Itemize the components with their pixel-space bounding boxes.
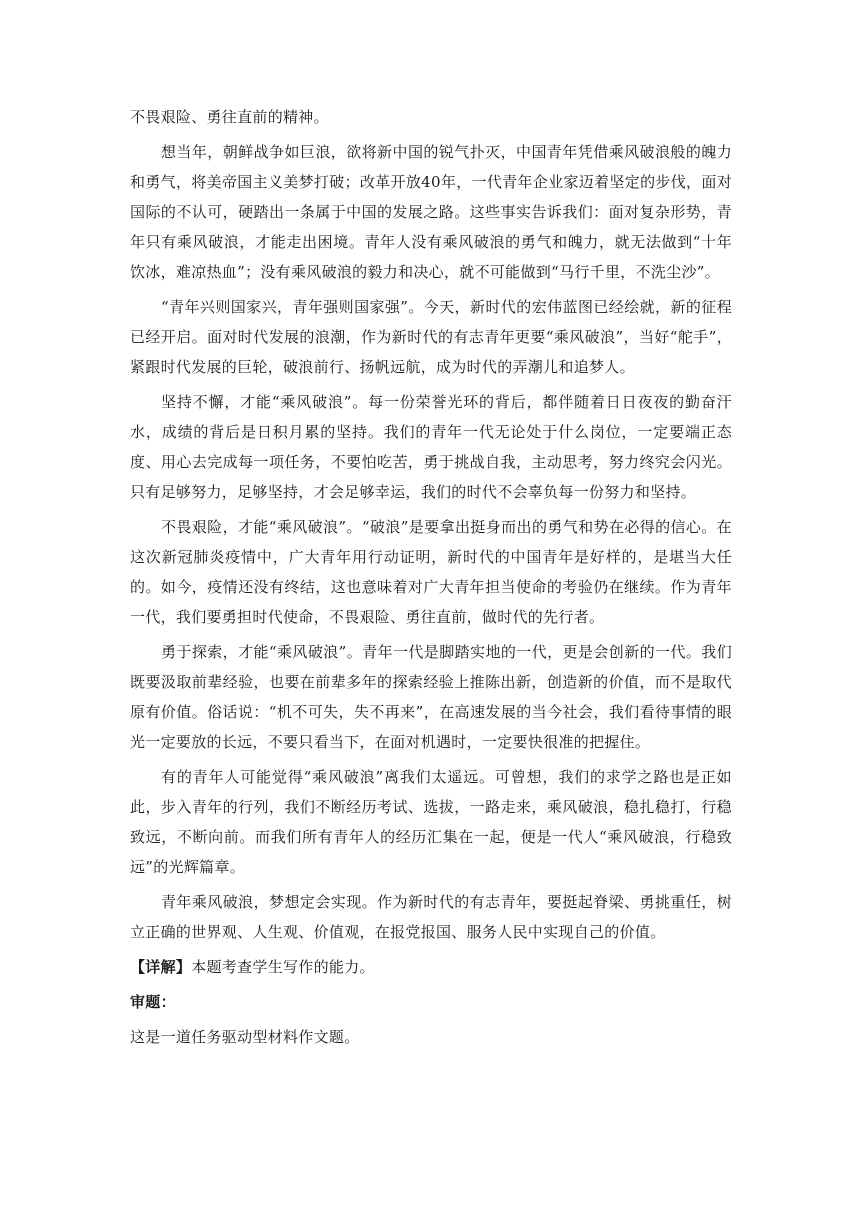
paragraph-conclusion: 青年乘风破浪，梦想定会实现。作为新时代的有志青年，要挺起脊梁、勇挑重任，树立正确的世界观、人生观、价值观，在报党报国、服务人民中实现自己的价值。 bbox=[130, 893, 732, 941]
paragraph-history: 想当年，朝鲜战争如巨浪，欲将新中国的锐气扑灭，中国青年凭借乘风破浪般的魄力和勇气，将美帝国主义美梦打破；改革开放40年，一代青年企业家迈着坚定的步伐，面对国际的不认可，硬踏出一条属于中国的发展之路。这些事实告诉我们：面对复杂形势，青年只有乘风破浪，才能走出困境。青年人没有乘风破浪的勇气和魄力，就无法做到“十年饮冰，难凉热血”；没有乘风破浪的毅力和决心，就不可能做到“马行千里，不洗尘沙”。 bbox=[130, 143, 732, 281]
paragraph-perseverance: 坚持不懈，才能“乘风破浪”。每一份荣誉光环的背后，都伴随着日日夜夜的勤奋汗水，成绩的背后是日积月累的坚持。我们的青年一代无论处于什么岗位，一定要端正态度、用心去完成每一项任务，不要怕吃苦，勇于挑战自我，主动思考，努力终究会闪光。只有足够努力，足够坚持，才会足够幸运，我们的时代不会辜负每一份努力和坚持。 bbox=[130, 393, 732, 501]
paragraph-opening-fragment: 不畏艰险、勇往直前的精神。 bbox=[130, 108, 329, 126]
paragraph-explore: 勇于探索，才能“乘风破浪”。青年一代是脚踏实地的一代，更是会创新的一代。我们既要汲取前辈经验，也要在前辈多年的探索经验上推陈出新，创造新的价值，而不是取代原有价值。俗话说：“机不可失，失不再来”，在高速发展的当今社会，我们看待事情的眼光一定要放的长远，不要只看当下，在面对机遇时，一定要快很准的把握住。 bbox=[130, 643, 732, 751]
review-text: 这是一道任务驱动型材料作文题。 bbox=[130, 1028, 360, 1046]
detail-label: 【详解】 bbox=[130, 958, 192, 976]
review-heading: 审题： bbox=[130, 993, 176, 1011]
paragraph-fearless: 不畏艰险，才能“乘风破浪”。“破浪”是要拿出挺身而出的勇气和势在必得的信心。在这次新冠肺炎疫情中，广大青年用行动证明，新时代的中国青年是好样的，是堪当大任的。如今，疫情还没有终结，这也意味着对广大青年担当使命的考验仍在继续。作为青年一代，我们要勇担时代使命，不畏艰险、勇往直前，做时代的先行者。 bbox=[130, 518, 732, 626]
paragraph-youth-nation: “青年兴则国家兴，青年强则国家强”。今天，新时代的宏伟蓝图已经绘就，新的征程已经开启。面对时代发展的浪潮，作为新时代的有志青年更要“乘风破浪”，当好“舵手”，紧跟时代发展的巨轮，破浪前行、扬帆远航，成为时代的弄潮儿和追梦人。 bbox=[130, 298, 732, 376]
detail-text: 本题考查学生写作的能力。 bbox=[191, 958, 375, 976]
document-page bbox=[130, 102, 732, 1052]
paragraph-study-path: 有的青年人可能觉得“乘风破浪”离我们太遥远。可曾想，我们的求学之路也是正如此，步入青年的行列，我们不断经历考试、选拔，一路走来，乘风破浪，稳扎稳打，行稳致远，不断向前。而我们所有青年人的经历汇集在一起，便是一代人“乘风破浪，行稳致远”的光辉篇章。 bbox=[130, 768, 732, 876]
detail-line bbox=[130, 952, 732, 982]
